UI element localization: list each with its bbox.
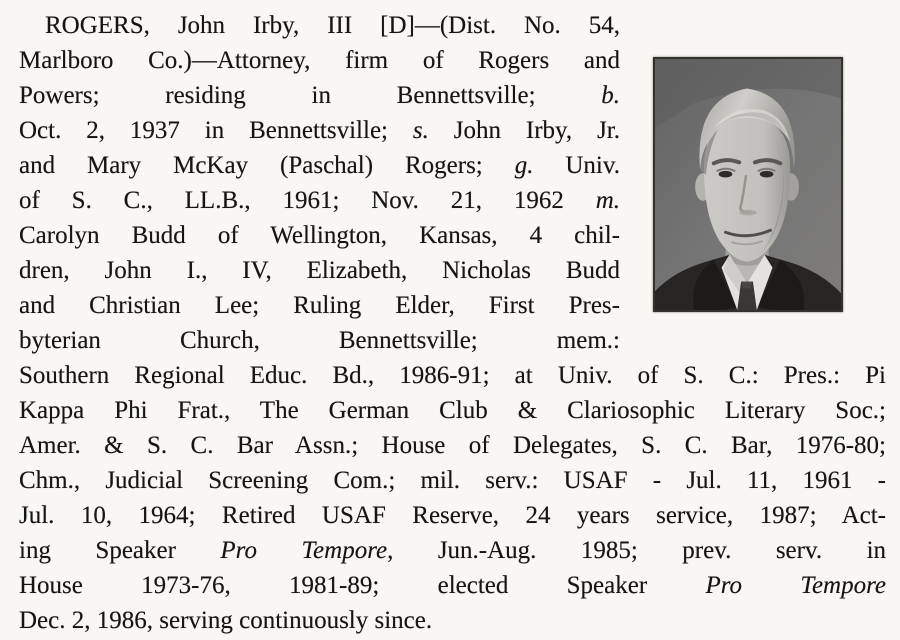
text-line: [19, 428, 886, 463]
italic-text-segment: g.: [514, 152, 534, 179]
text-segment: Powers; residing in Bennettsville;: [19, 82, 602, 109]
text-segment: of S. C., LL.B., 1961; Nov. 21, 1962: [19, 187, 596, 214]
text-segment: byterian Church, Bennettsville; mem.:: [19, 327, 620, 354]
text-segment: Southern Regional Educ. Bd., 1986-91; at Univ. of S. C.: Pres.: Pi: [19, 362, 886, 389]
text-segment: Marlboro Co.)—Attorney, firm of Rogers and: [19, 47, 620, 74]
text-line: [19, 358, 886, 393]
text-segment: ROGERS, John Irby, III [D]—(Dist. No. 54,: [45, 12, 620, 39]
italic-text-segment: b.: [601, 82, 620, 109]
portrait-photo: [653, 57, 843, 312]
text-line: [19, 323, 886, 358]
text-segment: Carolyn Budd of Wellington, Kansas, 4 chil-: [19, 222, 620, 249]
text-segment: ing Speaker: [19, 537, 221, 564]
text-segment: John Irby, Jr.: [428, 117, 620, 144]
text-line: [19, 533, 886, 568]
italic-text-segment: Pro Tempore: [705, 572, 886, 599]
text-segment: dren, John I., IV, Elizabeth, Nicholas Budd: [19, 257, 620, 284]
text-segment: and Christian Lee; Ruling Elder, First Pres-: [19, 292, 620, 319]
text-segment: Amer. & S. C. Bar Assn.; House of Delegates, S. C. Bar, 1976-80;: [19, 432, 886, 459]
text-segment: Univ.: [533, 152, 620, 179]
text-segment: Dec. 2, 1986, serving continuously since.: [19, 607, 433, 634]
italic-text-segment: Pro Tempore: [220, 537, 388, 564]
text-segment: Kappa Phi Frat., The German Club & Clariosophic Literary Soc.;: [19, 397, 886, 424]
portrait-illustration: [655, 59, 841, 310]
text-line: [19, 603, 886, 638]
text-segment: House 1973-76, 1981-89; elected Speaker: [19, 572, 706, 599]
text-line: [19, 8, 886, 43]
text-line: [19, 498, 886, 533]
text-line: [19, 393, 886, 428]
italic-text-segment: m.: [595, 187, 620, 214]
text-segment: and Mary McKay (Paschal) Rogers;: [19, 152, 515, 179]
text-line: [19, 463, 886, 498]
text-segment: Oct. 2, 1937 in Bennettsville;: [19, 117, 413, 144]
italic-text-segment: s.: [412, 117, 429, 144]
text-segment: , Jun.-Aug. 1985; prev. serv. in: [387, 537, 887, 564]
text-segment: Jul. 10, 1964; Retired USAF Reserve, 24 years service, 1987; Act-: [19, 502, 886, 529]
text-line: [19, 568, 886, 603]
text-segment: Chm., Judicial Screening Com.; mil. serv.: USAF - Jul. 11, 1961 -: [19, 467, 886, 494]
